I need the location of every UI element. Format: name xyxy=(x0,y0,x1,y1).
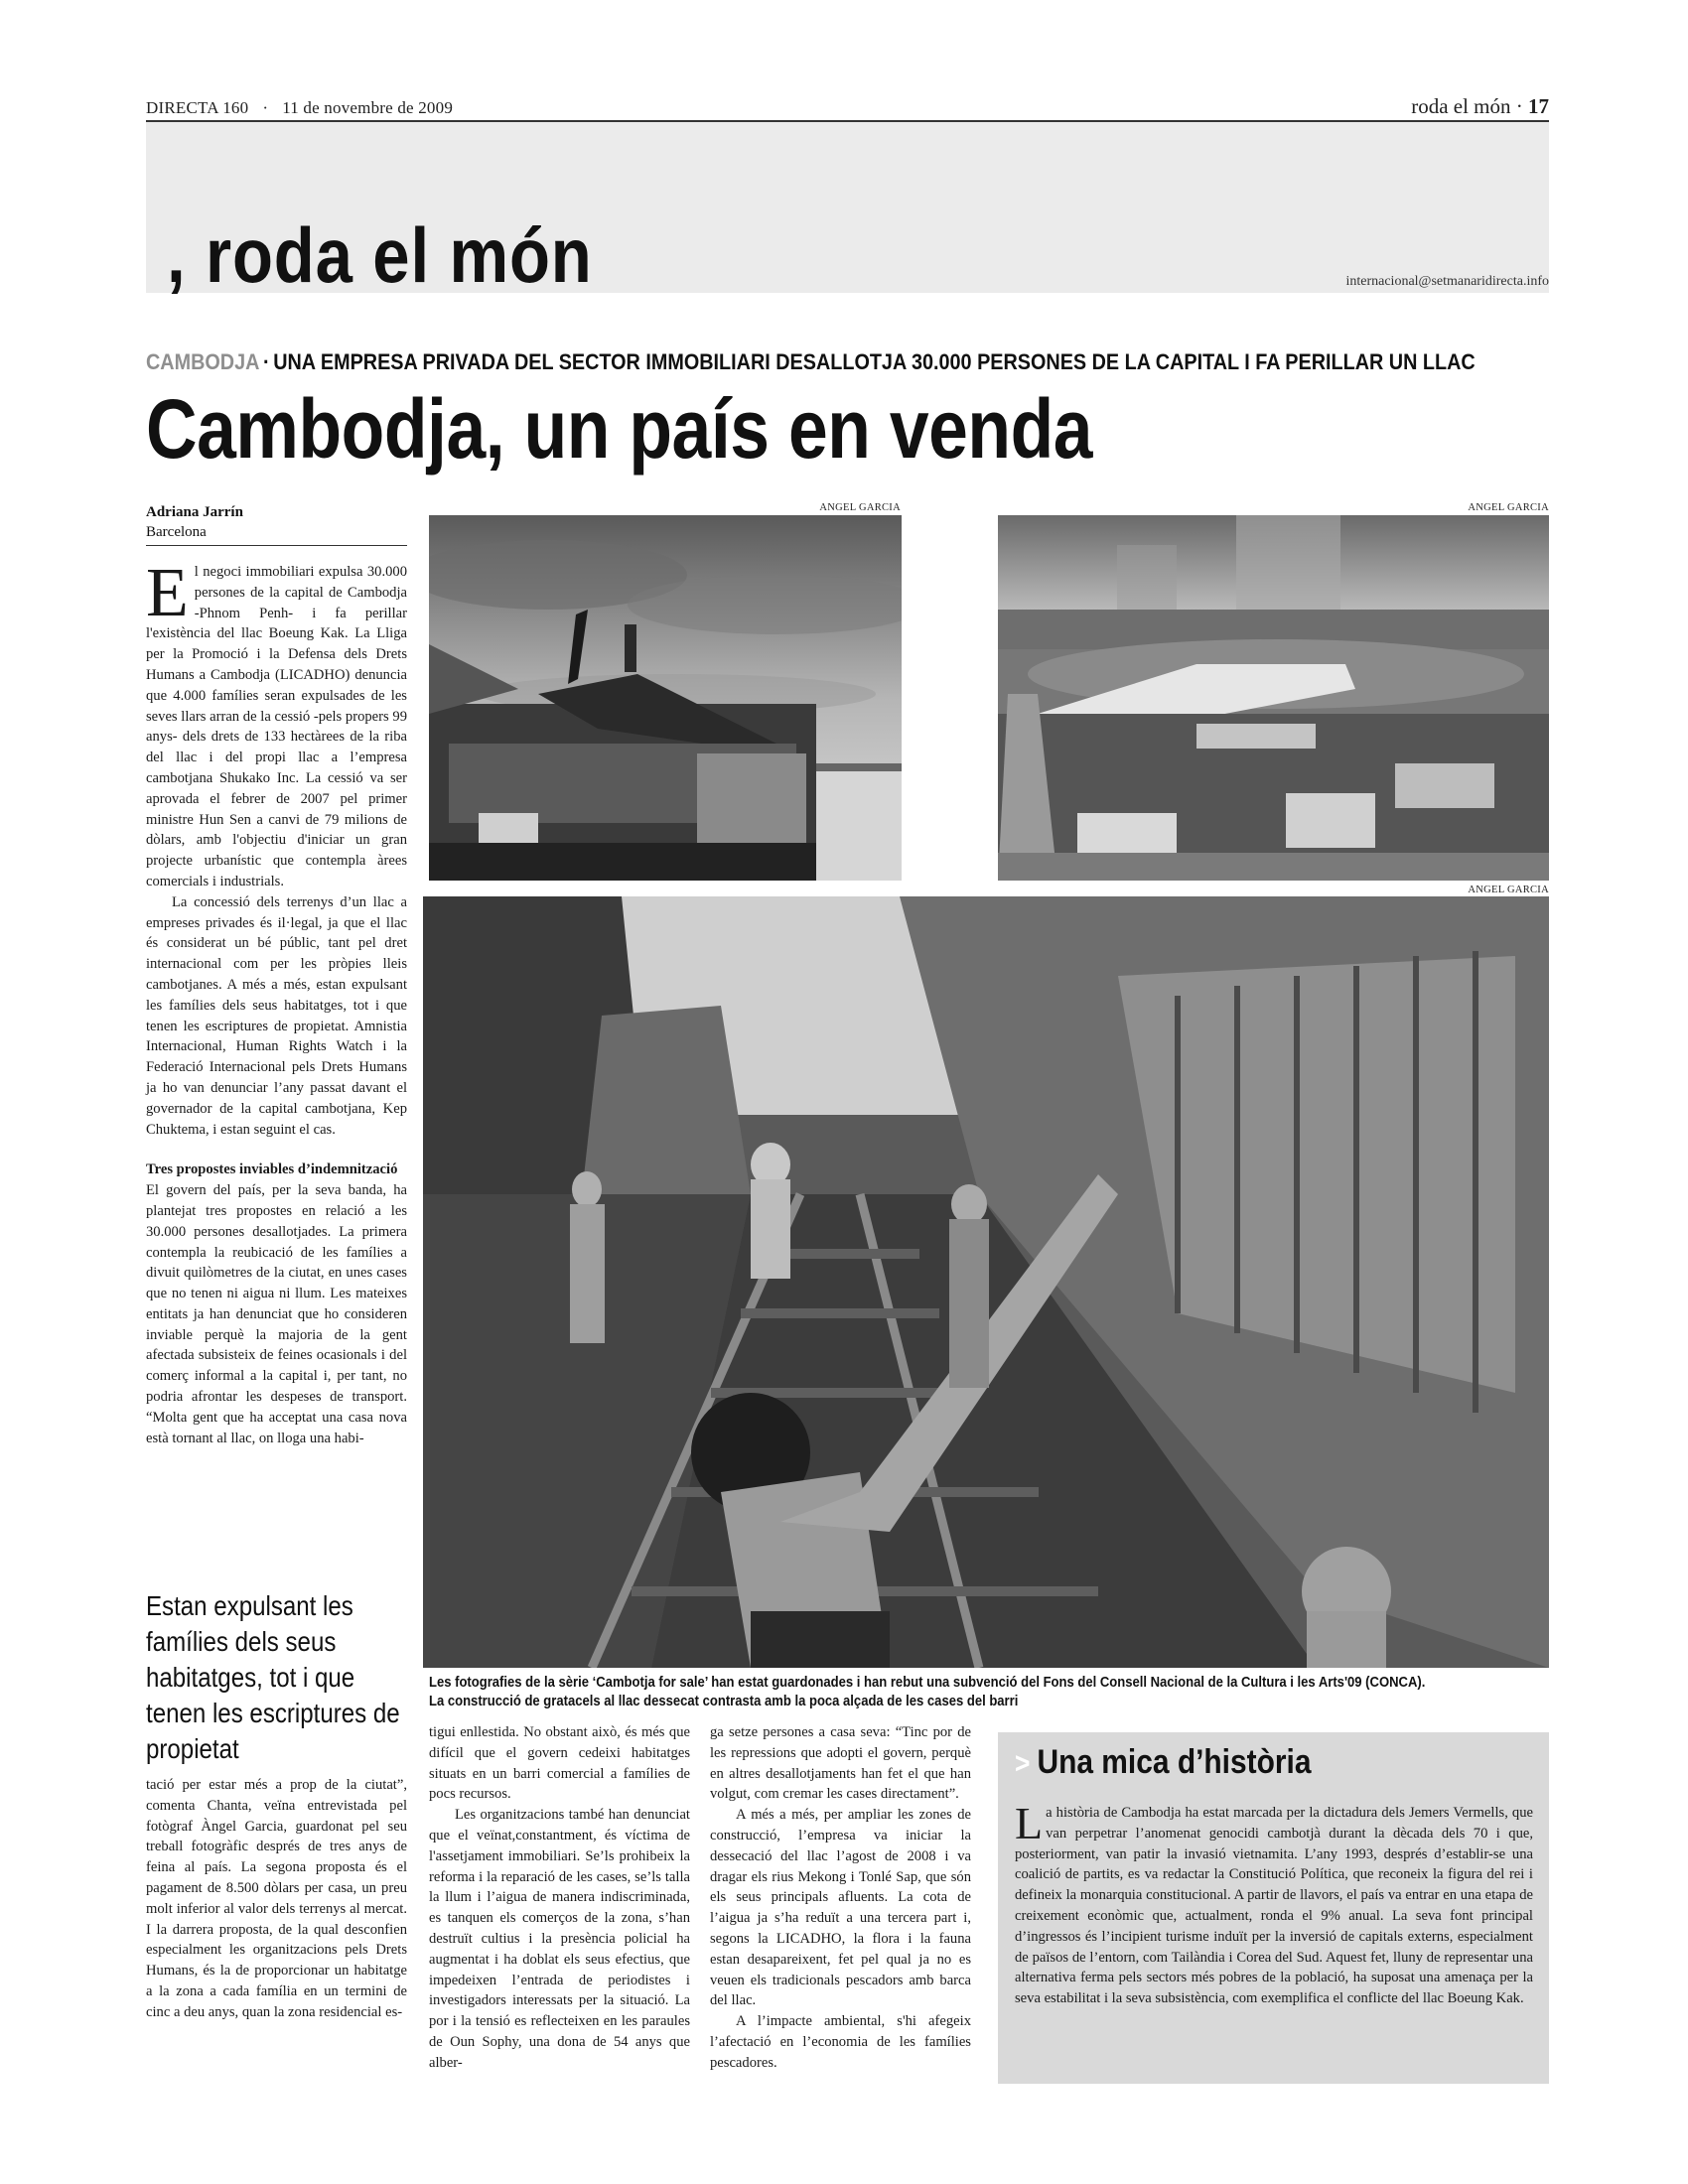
article-column-1 xyxy=(146,555,407,1448)
paragraph: tigui enllestida. No obstant això, és més que difícil que el govern cedeixi habitatges situats en un barri comercial a famílies de pocs recursos. xyxy=(429,1724,690,1803)
photo-credit: ANGEL GARCIA xyxy=(1468,885,1549,895)
header-separator: · xyxy=(262,98,269,117)
paragraph: ga setze persones a casa seva: “Tinc por de les repressions que adopti el govern, perquè en altres desallotjaments han fet el que han volgut, com cremar les cases directament”. xyxy=(710,1724,971,1803)
photo-children-railway-image xyxy=(423,896,1549,1668)
photo-aerial-lake xyxy=(998,515,1549,881)
sidebar-body xyxy=(1015,1798,1533,2009)
paragraph: A més a més, per ampliar les zones de construcció, l’empresa va iniciar la dessecació del llac l’agost de 2008 i va dragar els rius Mekong i Tonlé Sap, que són els seus principals afluents. La cota de l’aigua ja s’ha reduït a una tercera part i, segons la LICADHO, la flora i la fauna estan desapareixent, fet pel qual ja no es veuen els tradicionals pescadors amb barca del llac. xyxy=(710,1807,971,2009)
author-location: Barcelona xyxy=(146,524,207,540)
paragraph: El negoci immobiliari expulsa 30.000 persones de la capital de Cambodja -Phnom Penh- i fa perillar l'existència del llac Boeung Kak. La Lliga per la Promoció i la Defensa dels Drets Humans a Cambodja (LICADHO) denuncia que 4.000 famílies seran expulsades de les seves llars arran de la cessió -pels propers 99 anys- dels drets de 133 hectàrees de la riba del llac i del propi llac a l’empresa cambotjana Shukako Inc. La cessió va ser aprovada el febrer de 2007 pel primer ministre Hun Sen a canvi de 79 milions de dòlars, amb l'objectiu d'iniciar un gran projecte urbanístic que contempla àrees comercials i industrials. xyxy=(146,555,407,889)
photo-credit: ANGEL GARCIA xyxy=(819,502,901,513)
sidebar-title-text: Una mica d’història xyxy=(1037,1743,1312,1781)
article-column-3 xyxy=(710,1722,971,2074)
byline xyxy=(146,502,407,542)
running-header xyxy=(146,92,1549,122)
photo-credit: ANGEL GARCIA xyxy=(1468,502,1549,513)
photo-aerial-lake-image xyxy=(998,515,1549,881)
photo-caption xyxy=(429,1674,1549,1711)
article-column-2 xyxy=(429,1722,690,2074)
photo-stilt-house xyxy=(429,515,902,881)
issue-date: 11 de novembre de 2009 xyxy=(282,98,454,117)
drop-cap: E xyxy=(146,555,189,631)
drop-cap: L xyxy=(1015,1798,1044,1848)
article-column-1-continued xyxy=(146,1775,407,2023)
kicker-tag: CAMBODJA xyxy=(146,349,260,374)
photo-stilt-house-image xyxy=(429,515,902,881)
paragraph: El govern del país, per la seva banda, ha plantejat tres propostes en relació a les 30.000 persones desallotjades. La primera contempla la reubicació de les famílies a divuit quilòmetres de la ciutat, en unes cases que no tenen ni aigua ni llum. Les mateixes entitats ja han denunciat que ho consideren inviable perquè la majoria de la gent afectada subsisteix de feines ocasionals i del comerç informal a la capital i, per tant, no podria afrontar les despeses de transport. “Molta gent que ha acceptat una casa nova està tornant al llac, on lloga una habi- xyxy=(146,1182,407,1446)
paragraph: tació per estar més a prop de la ciutat”, comenta Chanta, veïna entrevistada pel fotògraf Àngel Garcia, guardonat pel seu treball fotogràfic després de tres anys de feina al país. La segona proposta és el pagament de 8.500 dòlars per casa, un preu molt inferior al valor dels terrenys al mercat. I la darrera proposta, de la qual desconfien especialment les organitzacions pels Drets Humans, és la de proporcionar un habitatge a la zona a cada família en un termini de cinc a deu anys, quan la zona residencial es- xyxy=(146,1777,407,2020)
caption-line-1: Les fotografies de la sèrie ‘Cambotja for sale’ han estat guardonades i han rebut una subvenció del Fons del Consell Nacional de la Cultura i les Arts'09 (CONCA). xyxy=(429,1675,1426,1691)
byline-rule xyxy=(146,545,407,546)
paragraph: La concessió dels terrenys d’un llac a empreses privades és il·legal, ja que el llac és considerat un bé públic, tant pel dret internacional com per les pròpies lleis cambotjanes. A més a més, estan expulsant les famílies dels seus habitatges, tot i que tenen les escriptures de propietat. Amnistia Internacional, Human Rights Watch i la Federació Internacional pels Drets Humans ja ho van denunciar l’any passat davant el governador de la capital cambotjana, Kep Chuktema, i estan seguint el cas. xyxy=(146,893,407,1138)
kicker-separator: · xyxy=(263,349,270,374)
author-name: Adriana Jarrín xyxy=(146,504,243,520)
publication-name: DIRECTA 160 xyxy=(146,98,249,117)
article-headline: Cambodja, un país en venda xyxy=(146,382,1093,476)
section-email-link[interactable]: internacional@setmanaridirecta.info xyxy=(1345,274,1549,289)
section-name: roda el món · xyxy=(1411,94,1523,118)
article-kicker xyxy=(146,349,1476,375)
subheading: Tres propostes inviables d’indemnització xyxy=(146,1161,398,1178)
section-title: , roda el món xyxy=(167,211,593,299)
paragraph: La història de Cambodja ha estat marcada per la dictadura dels Jemers Vermells, que van perpetrar l’anomenat genocidi cambotjà durant la dècada dels 70 i que, posteriorment, van patir la invasió vietnamita. L’any 1993, després d’establir-se una coalició de partits, es va redactar la Constitució Política, que reconeix la figura del rei i defineix la monarquia constitucional. A partir de llavors, el país va entrar en una etapa de creixement econòmic que, actualment, ronda el 9% anual. La seva font principal d’ingressos és l’incipient turisme induït per la inversió de capitals externs, especialment de països de l’entorn, com Tailàndia i Corea del Sud. Aquest fet, lluny de representar una alternativa ferma pels sectors més pobres de la població, ha suposat una amenaça per la seva estabilitat i la seva subsistència, com exemplifica el conflicte del llac Boeung Kak. xyxy=(1015,1798,1533,2007)
photo-children-railway xyxy=(423,896,1549,1668)
kicker-text: UNA EMPRESA PRIVADA DEL SECTOR IMMOBILIARI DESALLOTJA 30.000 PERSONES DE LA CAPITAL I FA PERILLAR UN LLAC xyxy=(273,349,1476,374)
pull-quote: Estan expulsant les famílies dels seus habitatges, tot i que tenen les escriptures de propietat xyxy=(146,1590,400,1764)
chevron-right-icon: > xyxy=(1015,1747,1031,1780)
page-number: 17 xyxy=(1528,94,1549,118)
paragraph: A l’impacte ambiental, s'hi afegeix l’afectació en l’economia de les famílies pescadores. xyxy=(710,2013,971,2071)
sidebar-title xyxy=(1015,1742,1311,1784)
paragraph: Les organitzacions també han denunciat que el veïnat,constantment, és víctima de l'assetjament immobiliari. Se’ls prohibeix la reforma i la reparació de les cases, se’ls talla la llum i l’aigua de manera indiscriminada, es tanquen els comerços de la zona, s’han destruït cultius i la presència policial ha augmentat i ha doblat els seus efectius, que impedeixen l’entrada de periodistes i investigadors interessats per la situació. La por i la tensió es reflecteixen en les paraules de Oun Sophy, una dona de 54 anys que alber- xyxy=(429,1807,690,2071)
caption-line-2: La construcció de gratacels al llac dessecat contrasta amb la poca alçada de les cases del barri xyxy=(429,1694,1019,1709)
